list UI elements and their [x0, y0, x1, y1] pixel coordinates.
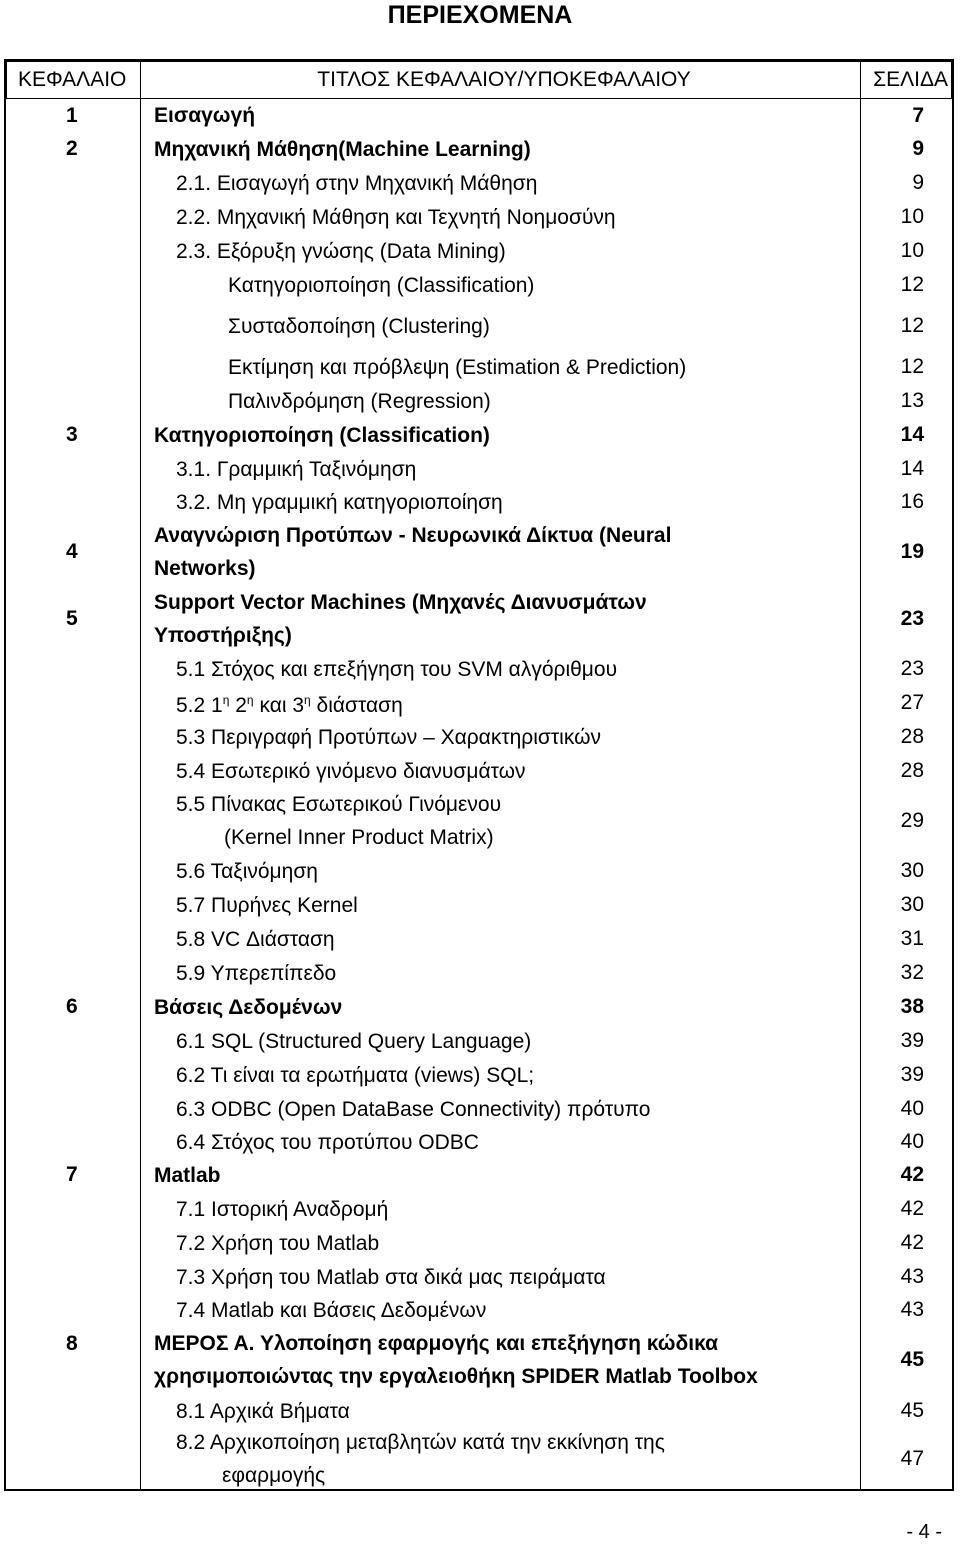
section-title: 5.4 Εσωτερικό γινόμενο διανυσμάτων — [176, 759, 526, 783]
chapter-number: 3 — [66, 423, 78, 446]
table-row — [6, 652, 952, 686]
subsection-title: Παλινδρόμηση (Regression) — [228, 389, 491, 413]
header-page: ΣΕΛΙΔΑ — [873, 68, 948, 91]
chapter-title: Αναγνώριση Προτύπων - Νευρωνικά Δίκτυα (Neural Networks) — [154, 524, 672, 580]
section-title: 5.9 Υπερεπίπεδο — [176, 961, 337, 985]
table-row — [6, 1294, 952, 1326]
section-title: 7.4 Matlab και Βάσεις Δεδομένων — [176, 1298, 487, 1322]
page-footer: - 4 - — [906, 1521, 942, 1543]
table-row — [6, 1428, 952, 1490]
table-row — [6, 99, 952, 132]
table-row — [6, 302, 952, 350]
subsection-title: Εκτίμηση και πρόβλεψη (Estimation & Prediction) — [228, 355, 687, 379]
table-row — [6, 234, 952, 268]
section-title: 5.3 Περιγραφή Προτύπων – Χαρακτηριστικών — [176, 725, 601, 749]
chapter-number: 4 — [66, 540, 78, 563]
page-number: 31 — [900, 927, 924, 950]
table-row — [6, 518, 952, 586]
page-number: 47 — [900, 1447, 924, 1470]
table-row — [6, 1226, 952, 1260]
chapter-number: 1 — [66, 103, 78, 127]
page-number: 10 — [900, 205, 924, 228]
section-title: 5.5 Πίνακας Εσωτερικού Γινόμενου (Kernel Inner Product Matrix) — [176, 793, 502, 849]
page-number: 39 — [900, 1063, 924, 1086]
section-title: 7.2 Χρήση του Matlab — [176, 1231, 380, 1255]
table-row — [6, 486, 952, 518]
page-number: 19 — [900, 540, 924, 563]
table-row — [6, 200, 952, 234]
table-row — [6, 888, 952, 922]
table-row — [6, 166, 952, 200]
section-title: 3.1. Γραμμική Ταξινόμηση — [176, 457, 417, 481]
table-row — [6, 754, 952, 788]
section-title: 6.4 Στόχος του προτύπου ODBC — [176, 1130, 479, 1154]
section-title: 6.3 ODBC (Open DataBase Connectivity) πρότυπο — [176, 1097, 651, 1121]
page-number: 13 — [900, 389, 924, 412]
page-number: 23 — [900, 607, 924, 630]
page-number: 28 — [900, 725, 924, 748]
table-row — [6, 1158, 952, 1192]
page-number: 30 — [900, 859, 924, 882]
section-title: 5.8 VC Διάσταση — [176, 927, 335, 951]
table-row — [6, 854, 952, 888]
page-number: 10 — [900, 239, 924, 262]
table-row — [6, 990, 952, 1024]
table-row — [6, 1024, 952, 1058]
chapter-number: 5 — [66, 607, 78, 630]
section-title: 6.1 SQL (Structured Query Language) — [176, 1029, 532, 1053]
table-row — [6, 1260, 952, 1294]
table-row — [6, 1326, 952, 1394]
table-row — [6, 586, 952, 652]
page-number: 42 — [900, 1163, 924, 1186]
page-number: 32 — [900, 961, 924, 984]
table-row — [6, 268, 952, 302]
section-title: 5.2 $1^\eta$ $2^\eta$ και $3^\eta$ διάσταση — [176, 693, 403, 717]
table-row — [6, 452, 952, 486]
page-number: 40 — [900, 1097, 924, 1120]
page-number: 43 — [900, 1265, 924, 1288]
table-header — [6, 62, 952, 98]
page-number: 38 — [900, 995, 924, 1018]
section-title: 6.2 Τι είναι τα ερωτήματα (views) SQL; — [176, 1063, 535, 1087]
table-row — [6, 1092, 952, 1126]
page-number: 9 — [912, 137, 924, 160]
chapter-title: Βάσεις Δεδομένων — [154, 995, 343, 1019]
page-number: 9 — [912, 171, 924, 194]
subsection-title: Κατηγοριοποίηση (Classification) — [228, 273, 535, 297]
table-row — [6, 1394, 952, 1428]
table-row — [6, 922, 952, 956]
page-number: 12 — [900, 273, 924, 296]
chapter-number: 2 — [66, 137, 78, 160]
chapter-title: Μηχανική Μάθηση(Machine Learning) — [154, 137, 531, 161]
header-chapter: ΚΕΦΑΛΑΙΟ — [18, 68, 127, 91]
table-row — [6, 956, 952, 990]
page-number: 42 — [900, 1231, 924, 1254]
table-row — [6, 686, 952, 720]
page-number: 14 — [900, 423, 924, 446]
table-row — [6, 418, 952, 452]
page-number: 7 — [912, 103, 924, 127]
header-title: ΤΙΤΛΟΣ ΚΕΦΑΛΑΙΟΥ/ΥΠΟΚΕΦΑΛΑΙΟΥ — [317, 68, 691, 91]
table-row — [6, 1126, 952, 1158]
page-number: 16 — [900, 490, 924, 513]
section-title: 5.6 Ταξινόμηση — [176, 859, 318, 883]
section-title: 2.3. Εξόρυξη γνώσης (Data Mining) — [176, 239, 506, 263]
section-title: 8.1 Αρχικά Βήματα — [176, 1399, 350, 1423]
section-title: 5.1 Στόχος και επεξήγηση του SVM αλγόριθμου — [176, 657, 618, 681]
page-number: 14 — [900, 457, 924, 480]
section-title: 5.7 Πυρήνες Kernel — [176, 893, 358, 917]
chapter-number: 8 — [66, 1332, 78, 1355]
page-number: 23 — [900, 657, 924, 680]
chapter-title: Εισαγωγή — [154, 104, 256, 127]
chapter-number: 6 — [66, 995, 78, 1018]
section-title: 8.2 Αρχικοποίηση μεταβλητών κατά την εκκίνηση της εφαρμογής — [176, 1431, 665, 1487]
page-number: 42 — [900, 1197, 924, 1220]
page-number: 39 — [900, 1029, 924, 1052]
chapter-title: Matlab — [154, 1163, 221, 1187]
chapter-number: 7 — [66, 1163, 78, 1186]
page-number: 29 — [900, 809, 924, 832]
page-number: 30 — [900, 893, 924, 916]
section-title: 7.3 Χρήση του Matlab στα δικά μας πειράματα — [176, 1265, 606, 1289]
table-row — [6, 132, 952, 166]
table-row — [6, 1192, 952, 1226]
page-number: 12 — [900, 355, 924, 378]
table-row — [6, 788, 952, 854]
page-number: 27 — [900, 691, 924, 714]
section-title: 3.2. Μη γραμμική κατηγοριοποίηση — [176, 490, 503, 514]
table-row — [6, 1058, 952, 1092]
chapter-title: ΜΕΡΟΣ Α. Υλοποίηση εφαρμογής και επεξήγηση κώδικα χρησιμοποιώντας την εργαλειοθήκη SPIDER Matlab Toolbox — [154, 1332, 758, 1388]
section-title: 2.2. Μηχανική Μάθηση και Τεχνητή Νοημοσύνη — [176, 205, 616, 229]
table-row — [6, 720, 952, 754]
page-number: 12 — [900, 314, 924, 337]
page-number: 45 — [900, 1399, 924, 1422]
page-number: 43 — [900, 1298, 924, 1321]
subsection-title: Συσταδοποίηση (Clustering) — [228, 314, 490, 338]
table-row — [6, 350, 952, 384]
chapter-title: Support Vector Machines (Μηχανές Διανυσμάτων Υποστήριξης) — [154, 591, 647, 647]
page-number: 28 — [900, 759, 924, 782]
page-title: ΠΕΡΙΕΧΟΜΕΝΑ — [387, 1, 573, 29]
page-number: 45 — [900, 1348, 924, 1371]
table-row — [6, 384, 952, 418]
chapter-title: Κατηγοριοποίηση (Classification) — [154, 423, 490, 447]
section-title: 7.1 Ιστορική Αναδρομή — [176, 1197, 389, 1221]
page-number: 40 — [900, 1130, 924, 1153]
section-title: 2.1. Εισαγωγή στην Μηχανική Μάθηση — [176, 171, 538, 195]
